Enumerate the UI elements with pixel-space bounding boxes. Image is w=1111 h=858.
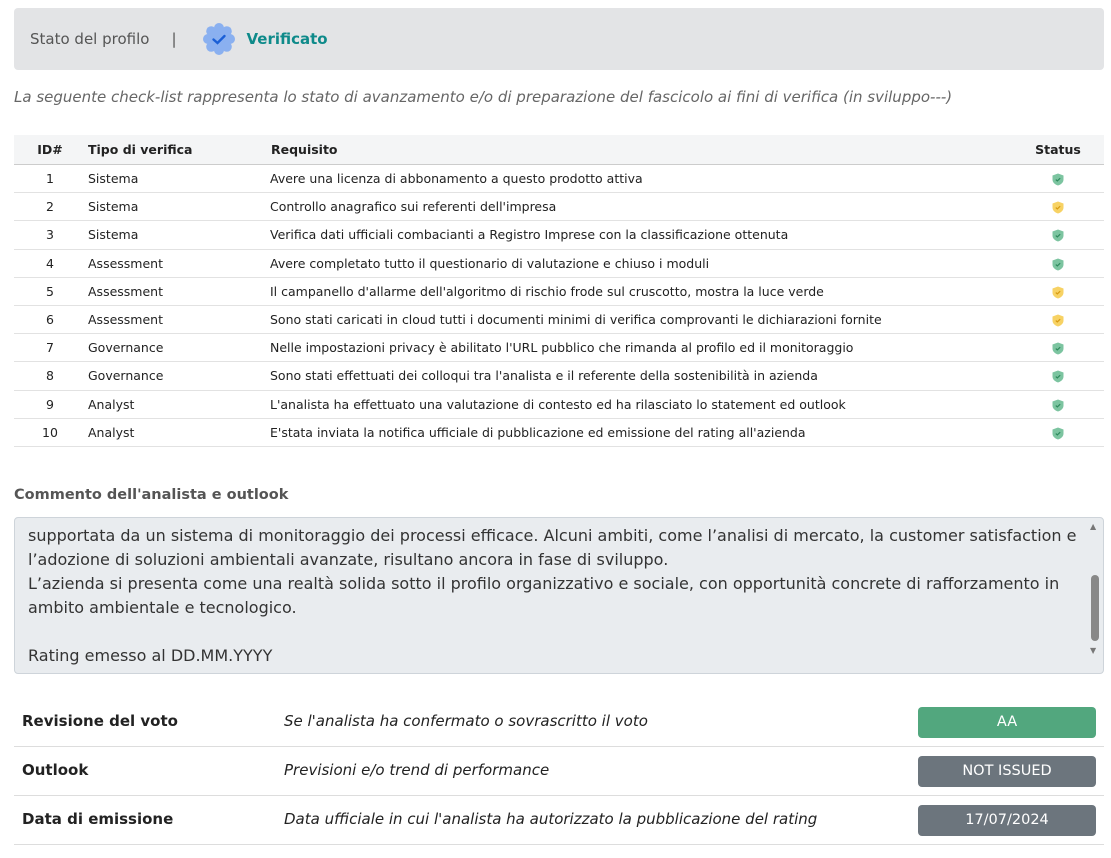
comment-line: Rating emesso al DD.MM.YYYY [28, 646, 273, 665]
row-requisito: E'stata inviata la notifica ufficiale di pubblicazione ed emissione del rating all'azienda [270, 418, 1012, 446]
summary-row [14, 747, 1104, 796]
comment-line: ambito ambientale e tecnologico. [28, 598, 297, 617]
status-shield-icon [1052, 342, 1064, 355]
row-requisito: Avere una licenza di abbonamento a questo prodotto attiva [270, 165, 1012, 193]
status-shield-icon [1052, 258, 1064, 271]
checklist-table [14, 135, 1104, 447]
summary-row [14, 796, 1104, 845]
row-requisito: Controllo anagrafico sui referenti dell'impresa [270, 193, 1012, 221]
row-tipo: Assessment [86, 249, 270, 277]
summary-label: Data di emissione [22, 810, 174, 828]
profile-status-label: Stato del profilo [30, 30, 150, 48]
row-tipo: Governance [86, 334, 270, 362]
col-status: Status [1012, 135, 1104, 165]
row-id: 10 [14, 418, 86, 446]
summary-value-badge: NOT ISSUED [918, 756, 1096, 787]
summary-label: Revisione del voto [22, 712, 178, 730]
row-tipo: Sistema [86, 165, 270, 193]
col-requisito: Requisito [270, 135, 1012, 165]
row-requisito: Il campanello d'allarme dell'algoritmo di rischio frode sul cruscotto, mostra la luce verde [270, 277, 1012, 305]
row-id: 1 [14, 165, 86, 193]
summary-description: Previsioni e/o trend di performance [284, 761, 550, 779]
analyst-comment-textarea[interactable] [14, 517, 1104, 674]
status-shield-icon [1052, 314, 1064, 327]
row-requisito: Sono stati effettuati dei colloqui tra l'analista e il referente della sostenibilità in azienda [270, 362, 1012, 390]
row-tipo: Assessment [86, 277, 270, 305]
table-row [14, 193, 1104, 221]
checklist-caption: La seguente check-list rappresenta lo stato di avanzamento e/o di preparazione del fascicolo ai fini di verifica (in sviluppo---) [14, 88, 953, 106]
status-shield-icon [1052, 399, 1064, 412]
separator: | [171, 30, 177, 48]
comment-line: L’azienda si presenta come una realtà solida sotto il profilo organizzativo e sociale, con opportunità concrete di rafforzamento in [28, 574, 1060, 593]
row-requisito: Sono stati caricati in cloud tutti i documenti minimi di verifica comprovanti le dichiarazioni fornite [270, 305, 1012, 333]
row-requisito: Nelle impostazioni privacy è abilitato l'URL pubblico che rimanda al profilo ed il monitoraggio [270, 334, 1012, 362]
comment-line [28, 620, 1078, 644]
row-tipo: Assessment [86, 305, 270, 333]
comment-title: Commento dell'analista e outlook [14, 487, 289, 503]
row-id: 7 [14, 334, 86, 362]
scrollbar[interactable] [1088, 520, 1101, 660]
summary-label: Outlook [22, 761, 89, 779]
verified-badge-icon [203, 23, 235, 55]
comment-line: supportata da un sistema di monitoraggio dei processi efficace. Alcuni ambiti, come l’analisi di mercato, la customer satisfaction e [28, 526, 1077, 545]
comment-text [28, 524, 1078, 668]
row-requisito: Verifica dati ufficiali combacianti a Registro Imprese con la classificazione ottenuta [270, 221, 1012, 249]
scroll-down-icon[interactable]: ▼ [1090, 646, 1097, 655]
row-id: 4 [14, 249, 86, 277]
row-id: 5 [14, 277, 86, 305]
row-id: 8 [14, 362, 86, 390]
status-shield-icon [1052, 370, 1064, 383]
table-row [14, 418, 1104, 446]
table-row [14, 390, 1104, 418]
status-shield-icon [1052, 201, 1064, 214]
table-row [14, 334, 1104, 362]
scrollbar-thumb[interactable] [1091, 575, 1099, 641]
row-tipo: Sistema [86, 221, 270, 249]
verified-status: Verificato [246, 30, 328, 48]
table-row [14, 277, 1104, 305]
summary-value-badge: 17/07/2024 [918, 805, 1096, 836]
summary-description: Data ufficiale in cui l'analista ha autorizzato la pubblicazione del rating [284, 810, 818, 828]
row-tipo: Governance [86, 362, 270, 390]
row-id: 3 [14, 221, 86, 249]
table-row [14, 221, 1104, 249]
status-shield-icon [1052, 173, 1064, 186]
row-id: 9 [14, 390, 86, 418]
row-requisito: Avere completato tutto il questionario di valutazione e chiuso i moduli [270, 249, 1012, 277]
summary-row [14, 698, 1104, 747]
row-id: 6 [14, 305, 86, 333]
table-row [14, 249, 1104, 277]
summary-description: Se l'analista ha confermato o sovrascritto il voto [284, 712, 648, 730]
rating-summary [14, 698, 1104, 845]
table-row [14, 305, 1104, 333]
table-row [14, 362, 1104, 390]
col-tipo: Tipo di verifica [86, 135, 270, 165]
row-id: 2 [14, 193, 86, 221]
profile-status-bar [14, 8, 1104, 70]
status-shield-icon [1052, 286, 1064, 299]
row-requisito: L'analista ha effettuato una valutazione di contesto ed ha rilasciato lo statement ed outlook [270, 390, 1012, 418]
row-tipo: Analyst [86, 390, 270, 418]
col-id: ID# [14, 135, 86, 165]
comment-line: l’adozione di soluzioni ambientali avanzate, risultano ancora in fase di sviluppo. [28, 550, 669, 569]
status-shield-icon [1052, 427, 1064, 440]
scroll-up-icon[interactable]: ▲ [1090, 522, 1097, 531]
row-tipo: Analyst [86, 418, 270, 446]
row-tipo: Sistema [86, 193, 270, 221]
status-shield-icon [1052, 229, 1064, 242]
summary-value-badge: AA [918, 707, 1096, 738]
table-row [14, 165, 1104, 193]
